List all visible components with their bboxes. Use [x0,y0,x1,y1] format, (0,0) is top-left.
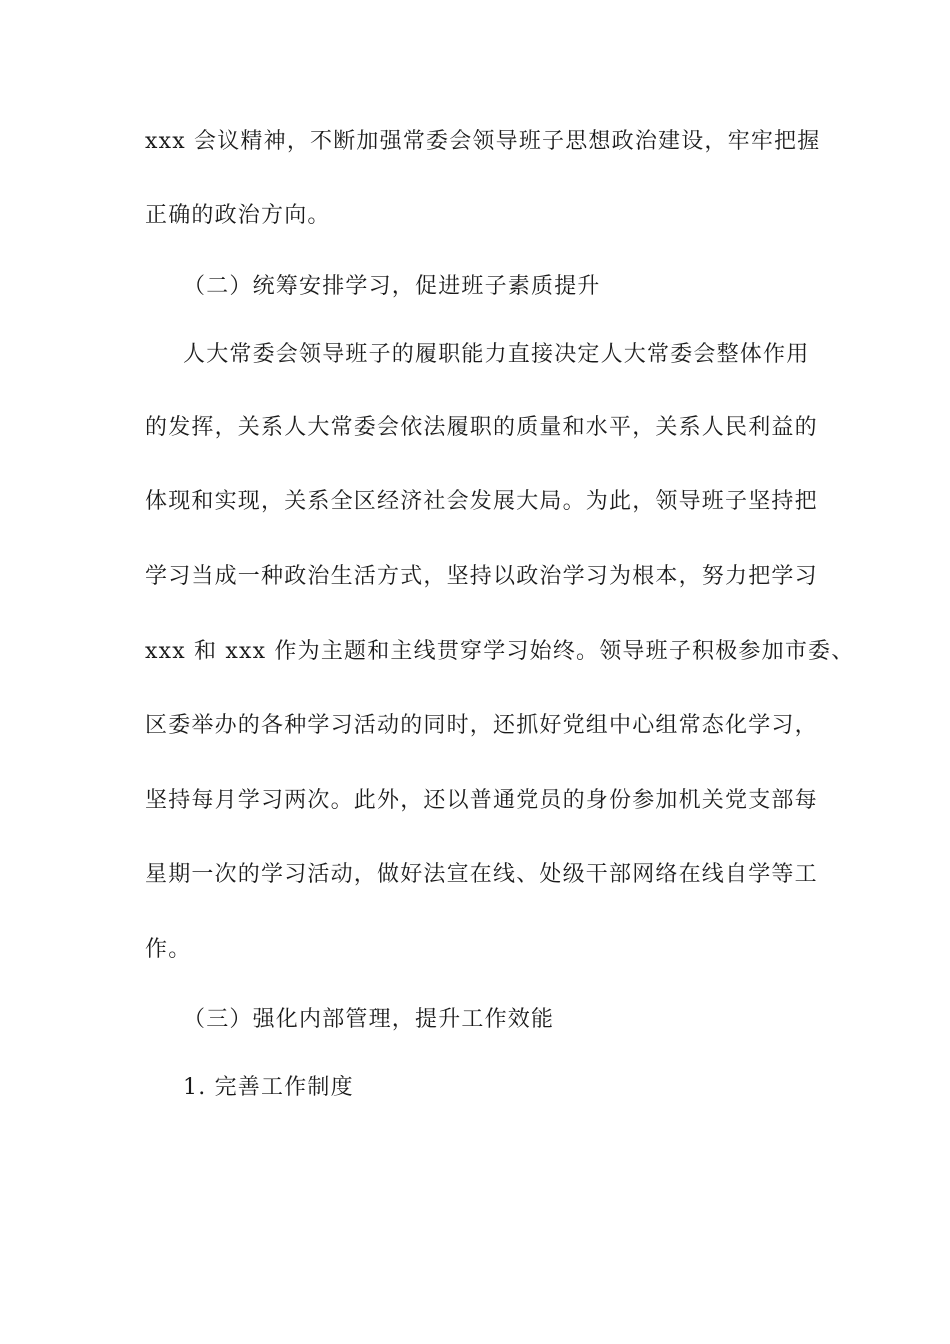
body-text-line: 坚持每月学习两次。此外，还以普通党员的身份参加机关党支部每 [145,788,818,813]
body-text-line: xxx 会议精神，不断加强常委会领导班子思想政治建设，牢牢把握 [145,129,821,154]
section-heading: （三）强化内部管理，提升工作效能 [183,1007,555,1032]
body-text-line: 区委举办的各种学习活动的同时，还抓好党组中心组常态化学习， [145,713,818,738]
body-text-line: 体现和实现，关系全区经济社会发展大局。为此，领导班子坚持把 [145,489,818,514]
subsection-heading: 1. 完善工作制度 [183,1075,354,1100]
body-text-line: 星期一次的学习活动，做好法宣在线、处级干部网络在线自学等工 [145,862,818,887]
body-text-line: 学习当成一种政治生活方式，坚持以政治学习为根本，努力把学习 [145,564,818,589]
body-text-line: xxx 和 xxx 作为主题和主线贯穿学习始终。领导班子积极参加市委、 [145,639,855,664]
body-text-line: 人大常委会领导班子的履职能力直接决定人大常委会整体作用 [183,342,810,367]
body-text-line: 的发挥，关系人大常委会依法履职的质量和水平，关系人民利益的 [145,415,818,440]
body-text-line: 正确的政治方向。 [145,203,331,228]
body-text-line: 作。 [145,937,192,962]
section-heading: （二）统筹安排学习，促进班子素质提升 [183,274,601,299]
